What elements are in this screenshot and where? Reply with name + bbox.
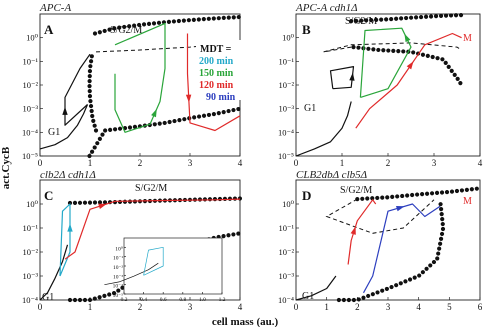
panel-d-x-tick-label: 4 <box>416 302 421 312</box>
panel-c-inset-x-tick-label: 1.0 <box>198 297 206 303</box>
panel-c-inset-y-tick-label: 10⁻¹ <box>112 255 123 262</box>
mdt-legend-90: 90 min <box>206 92 236 103</box>
panel-b-y-tick-label: 10⁻⁴ <box>278 127 294 138</box>
panel-c-inset-x-tick-label: 0.2 <box>120 297 128 303</box>
panel-d-series-upper-stable <box>357 188 480 199</box>
panel-b-title: APC-A cdh1Δ <box>296 2 358 14</box>
panel-c-series-oscillation-120-arrow <box>98 204 107 209</box>
panel-b-x-tick-label: 1 <box>339 158 345 168</box>
panel-d-x-tick-label: 6 <box>477 302 483 312</box>
panel-d-phase-m: M <box>463 196 472 207</box>
panel-b-phase-m: M <box>463 33 472 44</box>
panel-a-series-oscillation-200 <box>65 54 90 125</box>
panel-d-y-tick-label: 10⁻⁴ <box>278 295 294 305</box>
panel-b-x-tick-label: 2 <box>385 158 391 168</box>
panel-c-inset-x-tick-label: 1.2 <box>218 297 226 303</box>
panel-c-x-tick-label: 2 <box>137 302 143 312</box>
x-axis-label: cell mass (au.) <box>211 316 279 327</box>
panel-d-series-oscillation-120-arrow <box>351 226 356 235</box>
panel-d-phase-sg2m: S/G2/M <box>340 185 373 196</box>
panel-c-letter: C <box>44 188 54 203</box>
panel-a-y-tick-label: 10⁻³ <box>22 103 38 114</box>
panel-c <box>22 180 243 312</box>
panel-c-y-tick-label: 10⁻⁴ <box>22 295 38 305</box>
panel-b-series-oscillation-150 <box>360 28 411 97</box>
panel-b-series-oscillation-200 <box>331 67 354 89</box>
mdt-legend-150: 150 min <box>199 68 234 79</box>
panel-c-inset-y-tick-label: 10⁻⁵ <box>112 293 123 299</box>
panel-c-inset-y-tick-label: 10⁻³ <box>112 274 123 281</box>
panel-a-x-tick-label: 3 <box>187 158 193 168</box>
mdt-legend-200: 200 min <box>199 56 234 67</box>
panel-a-y-tick-label: 10⁻¹ <box>22 56 38 67</box>
panel-b-x-tick-label: 3 <box>431 158 437 168</box>
panel-c-series-oscillation-200-arrow <box>67 224 72 232</box>
panel-d-title: CLB2dbΔ clb5Δ <box>296 169 368 181</box>
panel-b-y-tick-label: 10⁻⁵ <box>278 151 294 161</box>
panel-b-series-oscillation-150-arrow <box>404 34 410 43</box>
panel-a-phase-g1: G1 <box>48 127 61 138</box>
panel-a-title: APC-A <box>40 2 72 14</box>
panel-d-phase-g1: G1 <box>302 291 315 302</box>
panel-b <box>278 14 483 168</box>
mdt-legend-120: 120 min <box>199 80 234 91</box>
panel-a-y-tick-label: 10⁰ <box>26 32 38 43</box>
panel-d-y-tick-label: 10⁻² <box>278 247 294 257</box>
panel-b-y-tick-label: 10⁻² <box>278 80 294 90</box>
panel-a-series-oscillation-150 <box>115 23 165 132</box>
panel-c-inset-y-tick-label: 10⁰ <box>115 246 123 253</box>
panel-c-inset-background <box>124 238 222 294</box>
panel-b-phase-g1: G1 <box>304 103 317 114</box>
panel-a-series-lower-stable <box>90 109 241 156</box>
panel-c-y-tick-label: 10⁻³ <box>22 271 38 281</box>
panel-a-series-oscillation-120-arrow <box>186 95 191 103</box>
panel-c-inset <box>104 238 225 303</box>
panel-b-x-tick-label: 0 <box>293 158 299 168</box>
panel-c-phase-sg2m: S/G2/M <box>135 183 168 194</box>
panel-a-y-tick-label: 10⁻² <box>22 80 38 90</box>
panel-d-y-tick-label: 10⁰ <box>282 199 294 209</box>
panel-c-x-tick-label: 0 <box>37 302 43 312</box>
panel-c-x-tick-label: 4 <box>237 302 243 312</box>
panel-a-x-tick-label: 4 <box>237 158 243 168</box>
panel-a-phase-sg2m: S/G2/M <box>110 25 143 36</box>
panel-d-y-tick-label: 10⁻¹ <box>278 223 294 233</box>
mdt-legend-title: MDT = <box>200 44 232 55</box>
panel-d-y-tick-label: 10⁻³ <box>278 271 294 281</box>
panel-c-inset-x-tick-label: 0.4 <box>140 297 148 303</box>
panel-b-phase-sg2m: S/G2/M <box>345 16 378 27</box>
panel-a-series-oscillation-150-arrow <box>151 109 157 118</box>
panel-c-x-tick-label: 3 <box>187 302 193 312</box>
panel-c-y-tick-label: 10⁻¹ <box>22 223 38 233</box>
panel-b-y-tick-label: 10⁻¹ <box>278 56 294 67</box>
panel-c-phase-g1: G1 <box>42 292 55 303</box>
panel-d-series-oscillation-90-arrow <box>396 206 405 211</box>
panel-d-x-tick-label: 0 <box>293 302 299 312</box>
panel-c-x-tick-label: 1 <box>87 302 93 312</box>
panel-b-series-oscillation-120 <box>356 34 462 129</box>
panel-c-y-tick-label: 10⁻² <box>22 247 38 257</box>
panel-d-x-tick-label: 2 <box>355 302 360 312</box>
panel-a-y-tick-label: 10⁻⁴ <box>22 127 38 138</box>
panel-d-series-unstable <box>327 199 434 233</box>
panel-c-inset-x-tick-label: 0.6 <box>159 297 167 303</box>
panel-b-x-tick-label: 4 <box>477 158 483 168</box>
panel-c-inset-y-tick-label: 10⁻² <box>112 265 123 271</box>
panel-b-letter: B <box>302 22 311 37</box>
panel-d-series-oscillation-90 <box>364 204 441 293</box>
panel-d-x-tick-label: 5 <box>447 302 452 312</box>
panel-a-x-tick-label: 2 <box>137 158 143 168</box>
panel-d-x-tick-label: 3 <box>385 302 391 312</box>
panel-a-x-tick-label: 1 <box>87 158 93 168</box>
panel-b-y-tick-label: 10⁰ <box>282 32 294 43</box>
panel-a-series-oscillation-200-arrow <box>62 107 67 115</box>
panel-a-series-fold-branch <box>90 52 97 131</box>
panel-b-series-oscillation-200-arrow <box>349 73 354 81</box>
panel-d-x-tick-label: 1 <box>324 302 329 312</box>
panel-a-y-tick-label: 10⁻⁵ <box>22 151 38 161</box>
panel-c-y-tick-label: 10⁰ <box>26 199 38 209</box>
panel-b-y-tick-label: 10⁻³ <box>278 103 294 114</box>
panel-b-series-oscillation-120-arrow <box>407 61 414 69</box>
panel-b-plot-frame <box>296 14 480 156</box>
panel-a-letter: A <box>44 22 54 37</box>
mdt-legend <box>196 40 242 103</box>
panel-c-title: clb2Δ cdh1Δ <box>40 169 96 181</box>
panel-a-x-tick-label: 0 <box>37 158 43 168</box>
panel-d-letter: D <box>302 188 312 203</box>
panel-c-inset-y-tick-label: 10⁻⁴ <box>112 283 123 290</box>
y-axis-label: act.CycB <box>0 146 12 190</box>
panel-c-inset-x-tick-label: 0.8 <box>179 297 187 303</box>
